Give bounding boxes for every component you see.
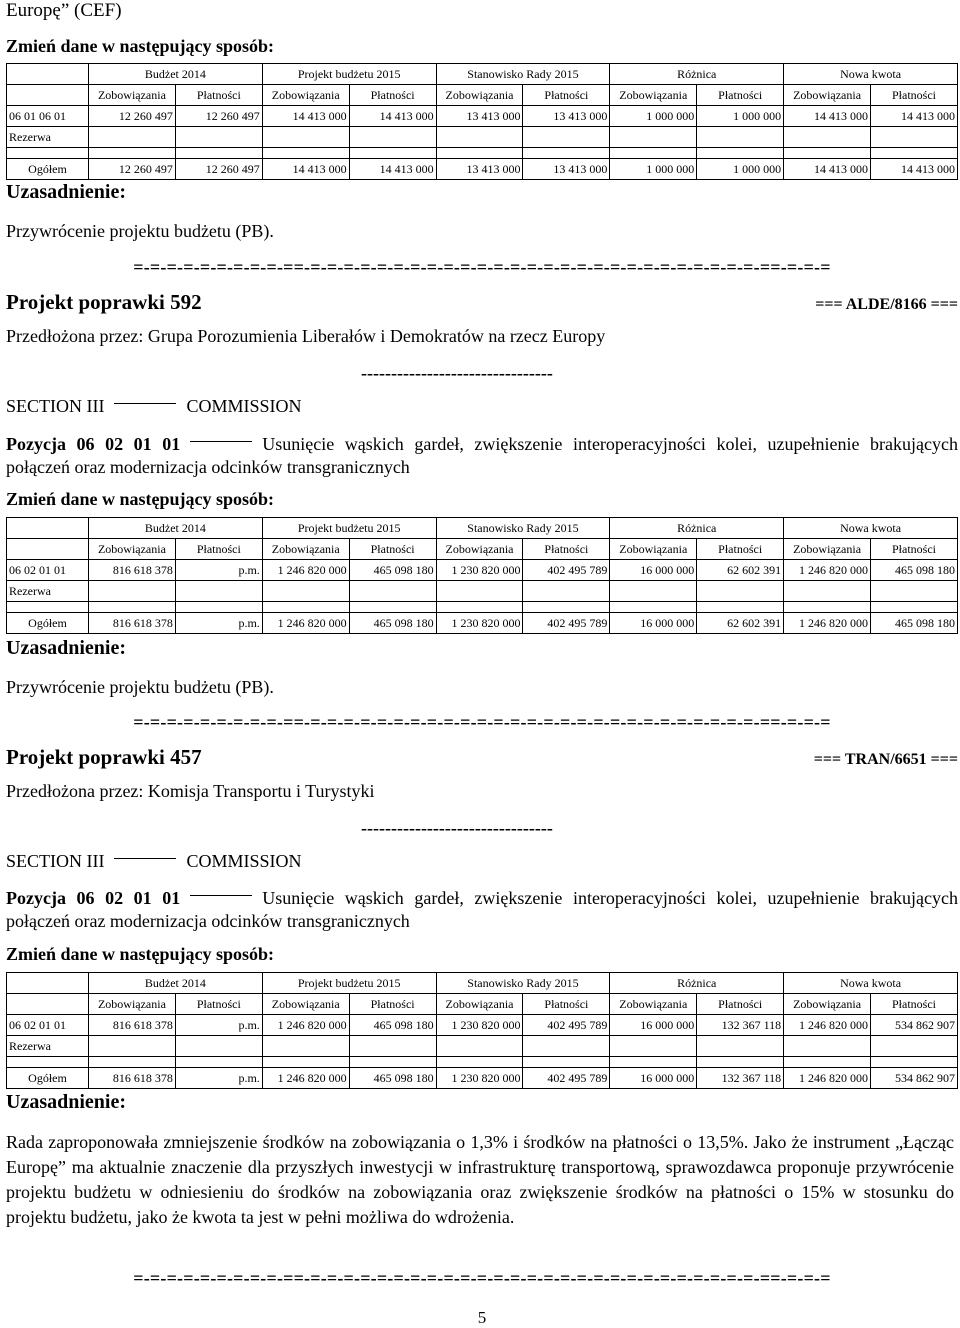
table-cell: 13 413 000: [523, 106, 610, 127]
table-cell: 14 413 000: [871, 106, 958, 127]
change-label-2: Zmień dane w następujący sposób:: [6, 489, 275, 509]
table-cell: [610, 1036, 697, 1057]
table-header-groups: [7, 64, 958, 85]
table-cell: 132 367 118: [697, 1068, 784, 1089]
header-sub: Płatności: [697, 539, 784, 560]
position-rule: [190, 895, 252, 896]
table-cell: 13 413 000: [523, 159, 610, 180]
table-header-sub: [7, 85, 958, 106]
table-cell: 816 618 378: [89, 560, 176, 581]
table-cell: 16 000 000: [610, 560, 697, 581]
table-cell: 14 413 000: [349, 159, 436, 180]
table-cell: 1 246 820 000: [262, 560, 349, 581]
section-right: COMMISSION: [186, 396, 302, 416]
header-sub: Zobowiązania: [784, 994, 871, 1015]
amendment-code: === TRAN/6651 ===: [813, 751, 958, 768]
header-sub: Płatności: [523, 539, 610, 560]
table-cell: [523, 581, 610, 602]
table-cell: 534 862 907: [871, 1068, 958, 1089]
amendment-592-header: [6, 290, 958, 315]
table-row: [7, 560, 958, 581]
table-cell: 816 618 378: [89, 1068, 176, 1089]
header-group: Budżet 2014: [89, 518, 263, 539]
header-sub: Płatności: [349, 994, 436, 1015]
row-label: Ogółem: [7, 1068, 89, 1089]
header-sub: Płatności: [871, 85, 958, 106]
table-cell: 16 000 000: [610, 1015, 697, 1036]
table-cell: p.m.: [175, 613, 262, 634]
justification-text-3: Rada zaproponowała zmniejszenie środków na zobowiązania o 1,3% i środków na płatności o 13,5%. Jako że instrument „Łącząc Europę” ma aktualnie znaczenie dla przyszłych inwestycji w infrastrukturę transportową, sprawozdawca proponuje przywrócenie projektu budżetu w odniesieniu do środków na zobowiązania oraz zwiększenie środków na płatności o 15% w stosunku do projektu budżetu, jako że kwota ta jest w pełni możliwa do wdrożenia.: [6, 1132, 954, 1227]
table-cell: 1 246 820 000: [262, 1068, 349, 1089]
header-sub: Płatności: [349, 85, 436, 106]
table-cell: 465 098 180: [349, 1015, 436, 1036]
header-sub: Płatności: [697, 994, 784, 1015]
header-group: Stanowisko Rady 2015: [436, 518, 610, 539]
header-sub: Zobowiązania: [784, 539, 871, 560]
table-cell: 1 246 820 000: [784, 1068, 871, 1089]
justification-label-1: Uzasadnienie:: [6, 181, 126, 203]
header-sub: Płatności: [349, 539, 436, 560]
position-rule: [190, 441, 252, 442]
row-label: Ogółem: [7, 613, 89, 634]
table-row: [7, 613, 958, 634]
table-cell: 62 602 391: [697, 613, 784, 634]
table-cell: 132 367 118: [697, 1015, 784, 1036]
section-line-2: [6, 850, 302, 872]
header-sub: Płatności: [175, 994, 262, 1015]
table-cell: [697, 127, 784, 148]
table-cell: [523, 1036, 610, 1057]
change-label-1: Zmień dane w następujący sposób:: [6, 36, 275, 56]
table-cell: 12 260 497: [89, 106, 176, 127]
table-cell: [349, 127, 436, 148]
header-sub: Zobowiązania: [436, 539, 523, 560]
header-group: Stanowisko Rady 2015: [436, 973, 610, 994]
header-sub: Płatności: [175, 85, 262, 106]
table-cell: 1 246 820 000: [784, 1015, 871, 1036]
row-label: Ogółem: [7, 159, 89, 180]
submitted-by-1: Przedłożona przez: Grupa Porozumienia Liberałów i Demokratów na rzecz Europy: [6, 326, 606, 346]
justification-label-3: Uzasadnienie:: [6, 1091, 126, 1113]
table-header-sub: [7, 539, 958, 560]
table-cell: [610, 581, 697, 602]
header-sub: Zobowiązania: [89, 85, 176, 106]
table-cell: [349, 581, 436, 602]
header-group: Projekt budżetu 2015: [262, 973, 436, 994]
position-label: Pozycja 06 02 01 01: [6, 888, 181, 908]
separator-2: =-=-=-=-=-=-=-=-=-==-=-=-=-=-=-=-=-=-=-=-=-=-=-=-=-=-=-=-=-=-=-=-=-=-=-=-=-==-=-=-=: [133, 712, 831, 732]
table-cell: 1 000 000: [610, 159, 697, 180]
table-cell: 16 000 000: [610, 613, 697, 634]
amendment-457-header: [6, 745, 958, 770]
change-label-3: Zmień dane w następujący sposób:: [6, 944, 275, 964]
justification-text-1: Przywrócenie projektu budżetu (PB).: [6, 221, 274, 241]
header-sub: Płatności: [871, 994, 958, 1015]
budget-table-3: [6, 972, 958, 1089]
table-cell: 465 098 180: [349, 560, 436, 581]
table-row: [7, 1068, 958, 1089]
position-text: Usunięcie wąskich gardeł, zwiększenie interoperacyjności kolei, uzupełnienie brakujących połączeń oraz modernizacja odcinków transgranicznych: [6, 434, 959, 477]
header-group: Nowa kwota: [784, 64, 958, 85]
table-cell: 402 495 789: [523, 1015, 610, 1036]
table-cell: [784, 1036, 871, 1057]
table-cell: 1 246 820 000: [784, 613, 871, 634]
amendment-title: Projekt poprawki 457: [6, 745, 202, 769]
header-sub: Płatności: [871, 539, 958, 560]
header-sub: Zobowiązania: [262, 539, 349, 560]
table-cell: 1 230 820 000: [436, 613, 523, 634]
table-cell: [697, 1036, 784, 1057]
table-cell: 14 413 000: [871, 159, 958, 180]
table-cell: [436, 127, 523, 148]
table-cell: 1 230 820 000: [436, 1068, 523, 1089]
table-cell: 816 618 378: [89, 613, 176, 634]
justification-text-2: Przywrócenie projektu budżetu (PB).: [6, 677, 274, 697]
table-row: [7, 581, 958, 602]
header-group: Projekt budżetu 2015: [262, 518, 436, 539]
table-row: [7, 1036, 958, 1057]
table-row: [7, 127, 958, 148]
table-header-sub: [7, 994, 958, 1015]
header-group: Różnica: [610, 64, 784, 85]
header-sub: Zobowiązania: [610, 85, 697, 106]
table-cell: 465 098 180: [871, 613, 958, 634]
table-cell: 1 230 820 000: [436, 560, 523, 581]
header-sub: Płatności: [523, 994, 610, 1015]
table-cell: 1 000 000: [697, 106, 784, 127]
header-sub: Zobowiązania: [262, 85, 349, 106]
table-cell: 402 495 789: [523, 613, 610, 634]
table-cell: 465 098 180: [871, 560, 958, 581]
header-group: Stanowisko Rady 2015: [436, 64, 610, 85]
row-label: Rezerwa: [7, 581, 89, 602]
section-rule: [114, 858, 176, 859]
table-cell: 12 260 497: [175, 159, 262, 180]
table-row: [7, 106, 958, 127]
table-cell: 1 000 000: [697, 159, 784, 180]
table-row: [7, 1015, 958, 1036]
table-cell: [871, 581, 958, 602]
dashes-1: --------------------------------: [361, 363, 553, 383]
position-label: Pozycja 06 02 01 01: [6, 434, 181, 454]
table-cell: 465 098 180: [349, 613, 436, 634]
page-number: 5: [477, 1308, 487, 1327]
header-sub: Zobowiązania: [610, 994, 697, 1015]
table-header-groups: [7, 973, 958, 994]
position-text: Usunięcie wąskich gardeł, zwiększenie interoperacyjności kolei, uzupełnienie brakujących połączeń oraz modernizacja odcinków transgranicznych: [6, 888, 959, 931]
table-cell: [262, 581, 349, 602]
table-cell: p.m.: [175, 560, 262, 581]
header-sub: Płatności: [697, 85, 784, 106]
top-continuation: Europę” (CEF): [6, 0, 122, 21]
table-cell: [697, 581, 784, 602]
row-label: Rezerwa: [7, 1036, 89, 1057]
header-sub: Zobowiązania: [89, 539, 176, 560]
table-cell: 1 246 820 000: [262, 1015, 349, 1036]
table-cell: 14 413 000: [784, 106, 871, 127]
table-cell: 16 000 000: [610, 1068, 697, 1089]
table-cell: 12 260 497: [89, 159, 176, 180]
header-sub: Zobowiązania: [784, 85, 871, 106]
dashes-2: --------------------------------: [361, 818, 553, 838]
budget-table-2: [6, 517, 958, 634]
table-cell: 1 246 820 000: [784, 560, 871, 581]
table-cell: p.m.: [175, 1068, 262, 1089]
table-cell: 14 413 000: [784, 159, 871, 180]
header-group: Budżet 2014: [89, 973, 263, 994]
amendment-code: === ALDE/8166 ===: [815, 296, 958, 313]
amendment-title: Projekt poprawki 592: [6, 290, 202, 314]
section-left: SECTION III: [6, 396, 105, 416]
header-sub: Zobowiązania: [610, 539, 697, 560]
header-sub: Płatności: [523, 85, 610, 106]
table-cell: [89, 1036, 176, 1057]
header-sub: Zobowiązania: [262, 994, 349, 1015]
table-cell: 14 413 000: [349, 106, 436, 127]
table-header-groups: [7, 518, 958, 539]
table-cell: 13 413 000: [436, 159, 523, 180]
submitted-by-2: Przedłożona przez: Komisja Transportu i Turystyki: [6, 781, 375, 801]
table-cell: 62 602 391: [697, 560, 784, 581]
row-label: Rezerwa: [7, 127, 89, 148]
table-cell: 1 230 820 000: [436, 1015, 523, 1036]
header-sub: Zobowiązania: [89, 994, 176, 1015]
table-cell: [523, 127, 610, 148]
position-2: [6, 887, 958, 933]
header-sub: Zobowiązania: [436, 994, 523, 1015]
table-cell: 1 246 820 000: [262, 613, 349, 634]
row-label: 06 02 01 01: [7, 1015, 89, 1036]
table-cell: 402 495 789: [523, 560, 610, 581]
table-spacer-row: [7, 602, 958, 613]
row-label: 06 01 06 01: [7, 106, 89, 127]
table-cell: [262, 127, 349, 148]
separator-1: =-=-=-=-=-=-=-=-=-==-=-=-=-=-=-=-=-=-=-=-=-=-=-=-=-=-=-=-=-=-=-=-=-=-=-=-=-==-=-=-=: [133, 257, 831, 277]
table-cell: 534 862 907: [871, 1015, 958, 1036]
table-cell: [262, 1036, 349, 1057]
table-cell: 13 413 000: [436, 106, 523, 127]
table-cell: 12 260 497: [175, 106, 262, 127]
table-cell: [436, 581, 523, 602]
header-group: Nowa kwota: [784, 973, 958, 994]
section-line-1: [6, 395, 302, 417]
section-right: COMMISSION: [186, 851, 302, 871]
table-cell: [175, 1036, 262, 1057]
header-sub: Płatności: [175, 539, 262, 560]
header-sub: Zobowiązania: [436, 85, 523, 106]
table-cell: 402 495 789: [523, 1068, 610, 1089]
budget-table-1: [6, 63, 958, 180]
table-cell: [871, 1036, 958, 1057]
header-group: Różnica: [610, 518, 784, 539]
table-cell: [436, 1036, 523, 1057]
section-rule: [114, 403, 176, 404]
table-cell: [610, 127, 697, 148]
separator-3: =-=-=-=-=-=-=-=-=-==-=-=-=-=-=-=-=-=-=-=-=-=-=-=-=-=-=-=-=-=-=-=-=-=-=-=-=-==-=-=-=: [133, 1268, 831, 1288]
table-cell: [784, 127, 871, 148]
table-cell: 14 413 000: [262, 106, 349, 127]
table-spacer-row: [7, 1057, 958, 1068]
position-1: [6, 433, 958, 479]
table-cell: 465 098 180: [349, 1068, 436, 1089]
table-cell: 816 618 378: [89, 1015, 176, 1036]
table-cell: [89, 127, 176, 148]
header-group: Różnica: [610, 973, 784, 994]
justification-label-2: Uzasadnienie:: [6, 637, 126, 659]
table-cell: [175, 127, 262, 148]
table-cell: p.m.: [175, 1015, 262, 1036]
header-group: Projekt budżetu 2015: [262, 64, 436, 85]
table-spacer-row: [7, 148, 958, 159]
header-group: Budżet 2014: [89, 64, 263, 85]
table-cell: [89, 581, 176, 602]
section-left: SECTION III: [6, 851, 105, 871]
table-cell: 14 413 000: [262, 159, 349, 180]
table-cell: 1 000 000: [610, 106, 697, 127]
header-group: Nowa kwota: [784, 518, 958, 539]
row-label: 06 02 01 01: [7, 560, 89, 581]
table-cell: [871, 127, 958, 148]
table-cell: [784, 581, 871, 602]
table-row: [7, 159, 958, 180]
table-cell: [175, 581, 262, 602]
table-cell: [349, 1036, 436, 1057]
